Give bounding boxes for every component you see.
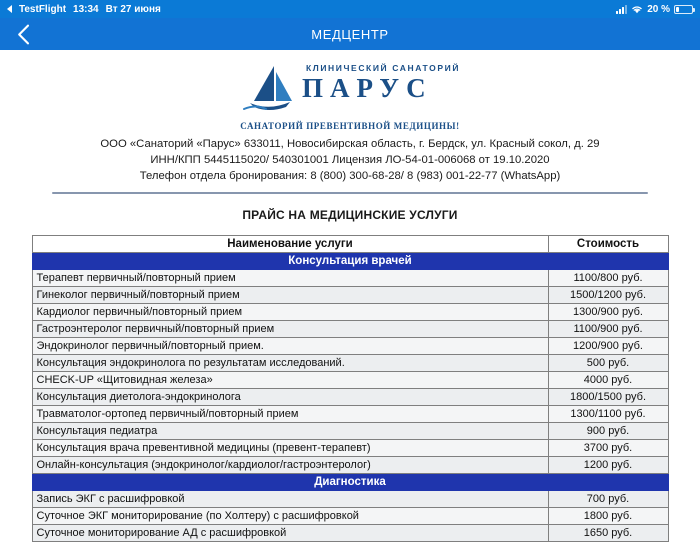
- service-price-cell: 1800/1500 руб.: [548, 389, 668, 406]
- service-name-cell: Онлайн-консультация (эндокринолог/кардиолог/гастроэнтеролог): [32, 457, 548, 474]
- status-bar-right: [616, 4, 693, 15]
- service-price-cell: 500 руб.: [548, 355, 668, 372]
- nav-bar: [0, 18, 700, 50]
- service-name-cell: Терапевт первичный/повторный прием: [32, 270, 548, 287]
- status-bar-time: 13:34: [73, 3, 99, 15]
- organization-info: [0, 131, 700, 184]
- service-price-cell: 1100/800 руб.: [548, 270, 668, 287]
- service-name-cell: Консультация эндокринолога по результатам исследований.: [32, 355, 548, 372]
- page-content: [0, 50, 700, 539]
- table-row: [32, 270, 668, 287]
- service-name-cell: Травматолог-ортопед первичный/повторный прием: [32, 406, 548, 423]
- table-row: [32, 440, 668, 457]
- cellular-signal-icon: [616, 5, 627, 14]
- table-section-row: [32, 253, 668, 270]
- table-row: [32, 406, 668, 423]
- logo-name: ПАРУС: [301, 73, 433, 103]
- table-section-label: Диагностика: [32, 474, 668, 491]
- column-header-service: Наименование услуги: [32, 236, 548, 253]
- service-name-cell: Суточное ЭКГ мониторирование (по Холтеру) с расшифровкой: [32, 508, 548, 525]
- service-price-cell: 1500/1200 руб.: [548, 287, 668, 304]
- logo-tagline-top: КЛИНИЧЕСКИЙ САНАТОРИЙ: [305, 63, 461, 73]
- org-phone-line: Телефон отдела бронирования: 8 (800) 300-68-28/ 8 (983) 001-22-77 (WhatsApp): [139, 170, 561, 182]
- service-name-cell: Консультация диетолога-эндокринолога: [32, 389, 548, 406]
- table-row: [32, 508, 668, 525]
- wifi-icon: [631, 4, 643, 14]
- table-row: [32, 389, 668, 406]
- price-table: [32, 235, 669, 542]
- service-price-cell: 1300/900 руб.: [548, 304, 668, 321]
- page-title: МЕДЦЕНТР: [311, 26, 389, 42]
- table-row: [32, 491, 668, 508]
- back-to-app-label[interactable]: TestFlight: [19, 3, 67, 15]
- service-name-cell: Гинеколог первичный/повторный прием: [32, 287, 548, 304]
- status-bar-left: [7, 4, 161, 15]
- table-header-row: [32, 236, 668, 253]
- table-row: [32, 423, 668, 440]
- service-price-cell: 1300/1100 руб.: [548, 406, 668, 423]
- table-section-row: [32, 474, 668, 491]
- service-price-cell: 1800 руб.: [548, 508, 668, 525]
- logo-tagline-bottom: САНАТОРИЙ ПРЕВЕНТИВНОЙ МЕДИЦИНЫ!: [240, 121, 460, 131]
- table-row: [32, 287, 668, 304]
- service-name-cell: Консультация врача превентивной медицины (превент-терапевт): [32, 440, 548, 457]
- service-price-cell: 900 руб.: [548, 423, 668, 440]
- service-name-cell: Суточное мониторирование АД с расшифровкой: [32, 525, 548, 542]
- org-address-line: ООО «Санаторий «Парус» 633011, Новосибирская область, г. Бердск, ул. Красный сокол, д. 29: [100, 138, 600, 150]
- service-price-cell: 3700 руб.: [548, 440, 668, 457]
- table-row: [32, 338, 668, 355]
- table-row: [32, 525, 668, 542]
- org-license-line: ИНН/КПП 5445115020/ 540301001 Лицензия ЛО-54-01-006068 от 19.10.2020: [150, 154, 550, 166]
- battery-percent-label: 20 %: [647, 3, 670, 15]
- sailboat-icon: [240, 63, 298, 115]
- service-name-cell: CHECK-UP «Щитовидная железа»: [32, 372, 548, 389]
- service-name-cell: Запись ЭКГ с расшифровкой: [32, 491, 548, 508]
- service-price-cell: 1200 руб.: [548, 457, 668, 474]
- service-price-cell: 4000 руб.: [548, 372, 668, 389]
- service-name-cell: Кардиолог первичный/повторный прием: [32, 304, 548, 321]
- service-price-cell: 1100/900 руб.: [548, 321, 668, 338]
- service-name-cell: Консультация педиатра: [32, 423, 548, 440]
- service-name-cell: Гастроэнтеролог первичный/повторный прием: [32, 321, 548, 338]
- price-table-body: [32, 253, 668, 542]
- table-row: [32, 321, 668, 338]
- table-row: [32, 457, 668, 474]
- price-list-title: ПРАЙС НА МЕДИЦИНСКИЕ УСЛУГИ: [242, 208, 458, 222]
- table-row: [32, 304, 668, 321]
- status-bar: [0, 0, 700, 18]
- table-row: [32, 355, 668, 372]
- status-bar-date: Вт 27 июня: [105, 3, 161, 15]
- back-to-app-triangle-icon[interactable]: [7, 5, 12, 13]
- table-section-label: Консультация врачей: [32, 253, 668, 270]
- column-header-price: Стоимость: [548, 236, 668, 253]
- service-price-cell: 700 руб.: [548, 491, 668, 508]
- service-price-cell: 1650 руб.: [548, 525, 668, 542]
- price-table-head: [32, 236, 668, 253]
- section-divider: [52, 192, 648, 194]
- chevron-left-icon: [17, 24, 30, 45]
- clinic-logo: [0, 50, 700, 120]
- back-button[interactable]: [0, 18, 46, 50]
- service-name-cell: Эндокринолог первичный/повторный прием.: [32, 338, 548, 355]
- service-price-cell: 1200/900 руб.: [548, 338, 668, 355]
- table-row: [32, 372, 668, 389]
- battery-icon: [674, 5, 693, 14]
